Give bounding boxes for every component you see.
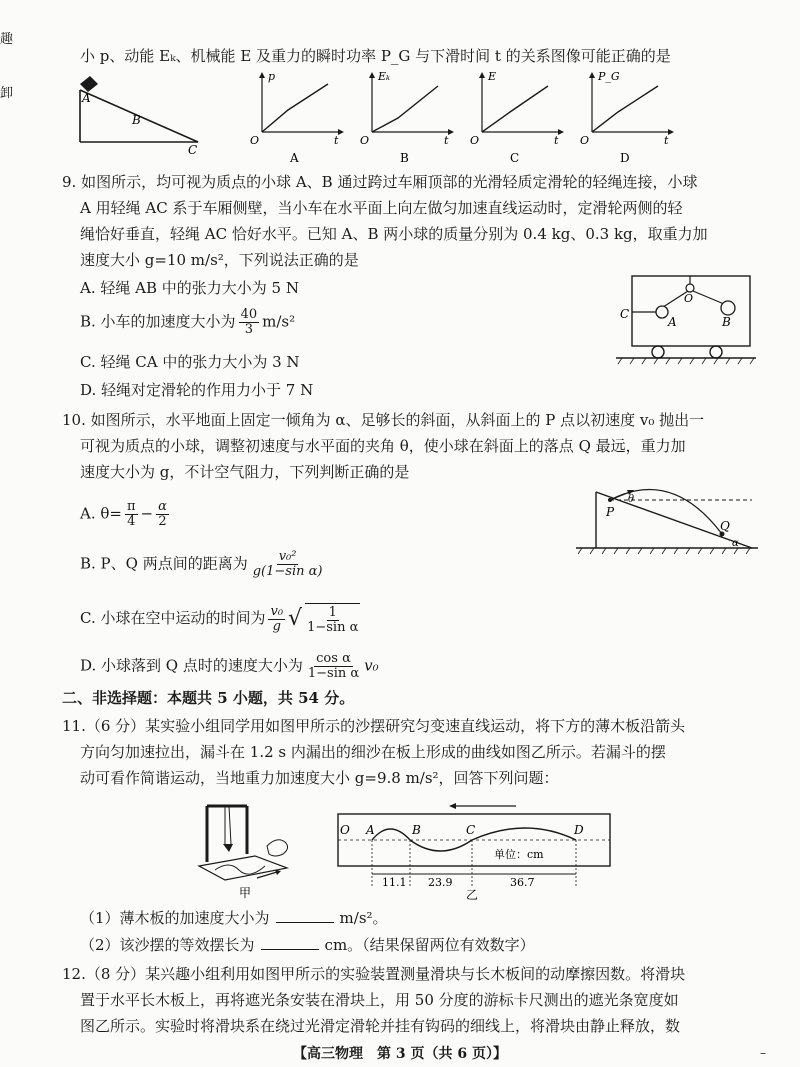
incline-label-c: C (188, 143, 198, 157)
q10-stem-line1: 10. 如图所示，水平地面上固定一倾角为 α、足够长的斜面，从斜面上的 P 点以初速度 v₀ 抛出一 (62, 411, 705, 429)
q8-stem: 小 p、动能 Eₖ、机械能 E 及重力的瞬时功率 P_G 与下滑时间 t 的关系图像可能正确的是 (80, 47, 671, 65)
ball-a (656, 306, 668, 318)
graph-d-option: D (620, 151, 630, 165)
section2-heading: 二、非选择题：本题共 5 小题，共 54 分。 (62, 689, 355, 707)
fig10-label-theta: θ (628, 494, 635, 505)
fig-jia-label: 甲 (239, 886, 252, 900)
graph-b-ylabel: Eₖ (378, 70, 391, 83)
q10-option-a: A. θ= $\frac{\pi}{4}$ − $\frac{\alpha}{2}$ (80, 499, 167, 529)
q9-stem-line1: 9. 如图所示，均可视为质点的小球 A、B 通过跨过车厢顶部的光滑轻质定滑轮的轻绳连接，小球 (62, 173, 698, 191)
funnel (223, 844, 233, 852)
q12-stem-line1: 12.（8 分）某兴趣小组利用如图甲所示的实验装置测量滑块与长木板间的动摩擦因数。将滑块 (62, 965, 686, 983)
q12-stem-line3: 图乙所示。实验时将滑块系在绕过光滑定滑轮并挂有钩码的细线上，将滑块由静止释放，数 (80, 1017, 681, 1035)
q10-option-c: C. 小球在空中运动的时间为 $\frac{\text{v₀}}{g}$ √ $\frac{1}{\text{1−sin α}}$ (80, 603, 359, 635)
graph-d-xlabel: t (664, 134, 669, 147)
graph-a-ylabel: p (268, 70, 276, 83)
graph-b-curve (372, 86, 438, 132)
q9-option-b: B. 小车的加速度大小为 $\frac{40}{3}$ m/s² (80, 307, 296, 337)
trace-point-b: B (412, 823, 421, 837)
answer-blank-2[interactable] (261, 933, 319, 950)
q8-graph-b (358, 70, 458, 165)
fig9-label-a: A (668, 315, 677, 329)
q9-optb-fraction: $\frac{40}{3}$ (240, 307, 258, 337)
q8-graph-a (248, 70, 348, 165)
graph-b-option: B (400, 151, 409, 165)
wood-board (199, 856, 287, 880)
q10-stem-line3: 速度大小为 g，不计空气阻力，下列判断正确的是 (80, 463, 410, 481)
fig9-label-b: B (722, 315, 731, 329)
q9-stem-line3: 绳恰好垂直，轻绳 AC 恰好水平。已知 A、B 两小球的质量分别为 0.4 kg、0.3 kg，取重力加 (80, 225, 708, 243)
incline-label-a: A (82, 91, 91, 105)
q9-cart-figure (610, 272, 760, 367)
margin-mark-1: 趣 (0, 32, 14, 47)
incline-label-b: B (132, 113, 141, 127)
trace-point-d: D (574, 823, 584, 837)
q8-incline-figure (70, 72, 210, 157)
q11-stem-line2: 方向匀加速拉出，漏斗在 1.2 s 内漏出的细沙在板上形成的曲线如图乙所示。若漏斗的摆 (80, 743, 666, 761)
point-p (608, 498, 612, 502)
graph-a-origin: O (250, 134, 260, 147)
fig10-label-alpha: α (732, 538, 739, 549)
graph-c-origin: O (470, 134, 480, 147)
graph-d-curve (592, 86, 658, 132)
graph-c-xlabel: t (554, 134, 559, 147)
q8-graph-d (578, 70, 678, 165)
q10-incline-figure (572, 482, 762, 557)
segment-ab: 11.1 (382, 876, 407, 889)
trace-point-o: O (340, 823, 350, 837)
graph-b-xlabel: t (444, 134, 449, 147)
graph-b-origin: O (360, 134, 370, 147)
graph-d-ylabel: P_G (598, 70, 620, 83)
q10-stem-line2: 可视为质点的小球，调整初速度与水平面的夹角 θ，使小球在斜面上的落点 Q 最远，重力加 (80, 437, 686, 455)
page-footer: 【高三物理 第 3 页（共 6 页）】 (293, 1046, 507, 1062)
q11-fig-jia (195, 800, 315, 900)
q12-stem-line2: 置于水平长木板上，再将遮光条安装在滑块上，用 50 分度的游标卡尺测出的遮光条宽度如 (80, 991, 679, 1009)
q11-sub1: （1）薄木板的加速度大小为 m/s²。 (80, 906, 388, 930)
ball-b (721, 301, 735, 315)
board-outline (338, 814, 610, 866)
q11-stem-line3: 动可看作简谐运动，当地重力加速度大小 g=9.8 m/s²，回答下列问题： (80, 769, 559, 787)
fig-yi-label: 乙 (466, 888, 479, 902)
q11-fig-yi (336, 800, 616, 900)
graph-a-option: A (290, 151, 299, 165)
answer-blank-1[interactable] (276, 906, 334, 923)
fig10-label-q: Q (720, 519, 730, 533)
sliding-block (80, 76, 98, 92)
trace-point-a: A (366, 823, 375, 837)
hand (267, 840, 288, 856)
trajectory (610, 490, 722, 534)
cart-wheel-right (710, 346, 722, 358)
cart-wheel-left (652, 346, 664, 358)
rope-ob (693, 291, 724, 304)
q10-option-b: B. P、Q 两点间的距离为 $\frac{\text{v₀²}}{\text{g(1−sin α)}}$ (80, 549, 323, 579)
q9-option-a: A. 轻绳 AB 中的张力大小为 5 N (80, 279, 299, 297)
graph-c-curve (482, 86, 548, 132)
fig9-label-o: O (684, 292, 694, 305)
graph-c-ylabel: E (488, 70, 497, 83)
q9-option-d: D. 轻绳对定滑轮的作用力小于 7 N (80, 381, 314, 399)
graph-a-curve (262, 84, 328, 132)
graph-d-origin: O (580, 134, 590, 147)
trace-unit: 单位：cm (494, 848, 544, 861)
corner-mark: – (760, 1046, 766, 1060)
graph-c-option: C (510, 151, 520, 165)
segment-bc: 23.9 (428, 876, 453, 889)
q11-stem-line1: 11.（6 分）某实验小组同学用如图甲所示的沙摆研究匀变速直线运动，将下方的薄木板沿箭头 (62, 717, 686, 735)
fig9-label-c: C (620, 307, 630, 321)
q8-graph-c (468, 70, 568, 165)
q9-stem-line4: 速度大小 g=10 m/s²，下列说法正确的是 (80, 251, 359, 269)
graph-a-xlabel: t (334, 134, 339, 147)
q10-option-d: D. 小球落到 Q 点时的速度大小为 $\frac{\text{cos α}}{\text{1−sin α}}$ v₀ (80, 651, 379, 681)
q9-stem-line2: A 用轻绳 AC 系于车厢侧壁，当小车在水平面上向左做匀加速直线运动时，定滑轮两侧的轻 (80, 199, 683, 217)
pulley (686, 284, 694, 292)
q9-option-c: C. 轻绳 CA 中的张力大小为 3 N (80, 353, 300, 371)
margin-mark-2: 卸 (0, 86, 14, 101)
segment-cd: 36.7 (510, 876, 535, 889)
fig10-label-p: P (606, 505, 615, 519)
trace-point-c: C (466, 823, 476, 837)
q11-sub2: （2）该沙摆的等效摆长为 cm。（结果保留两位有效数字） (80, 933, 535, 957)
